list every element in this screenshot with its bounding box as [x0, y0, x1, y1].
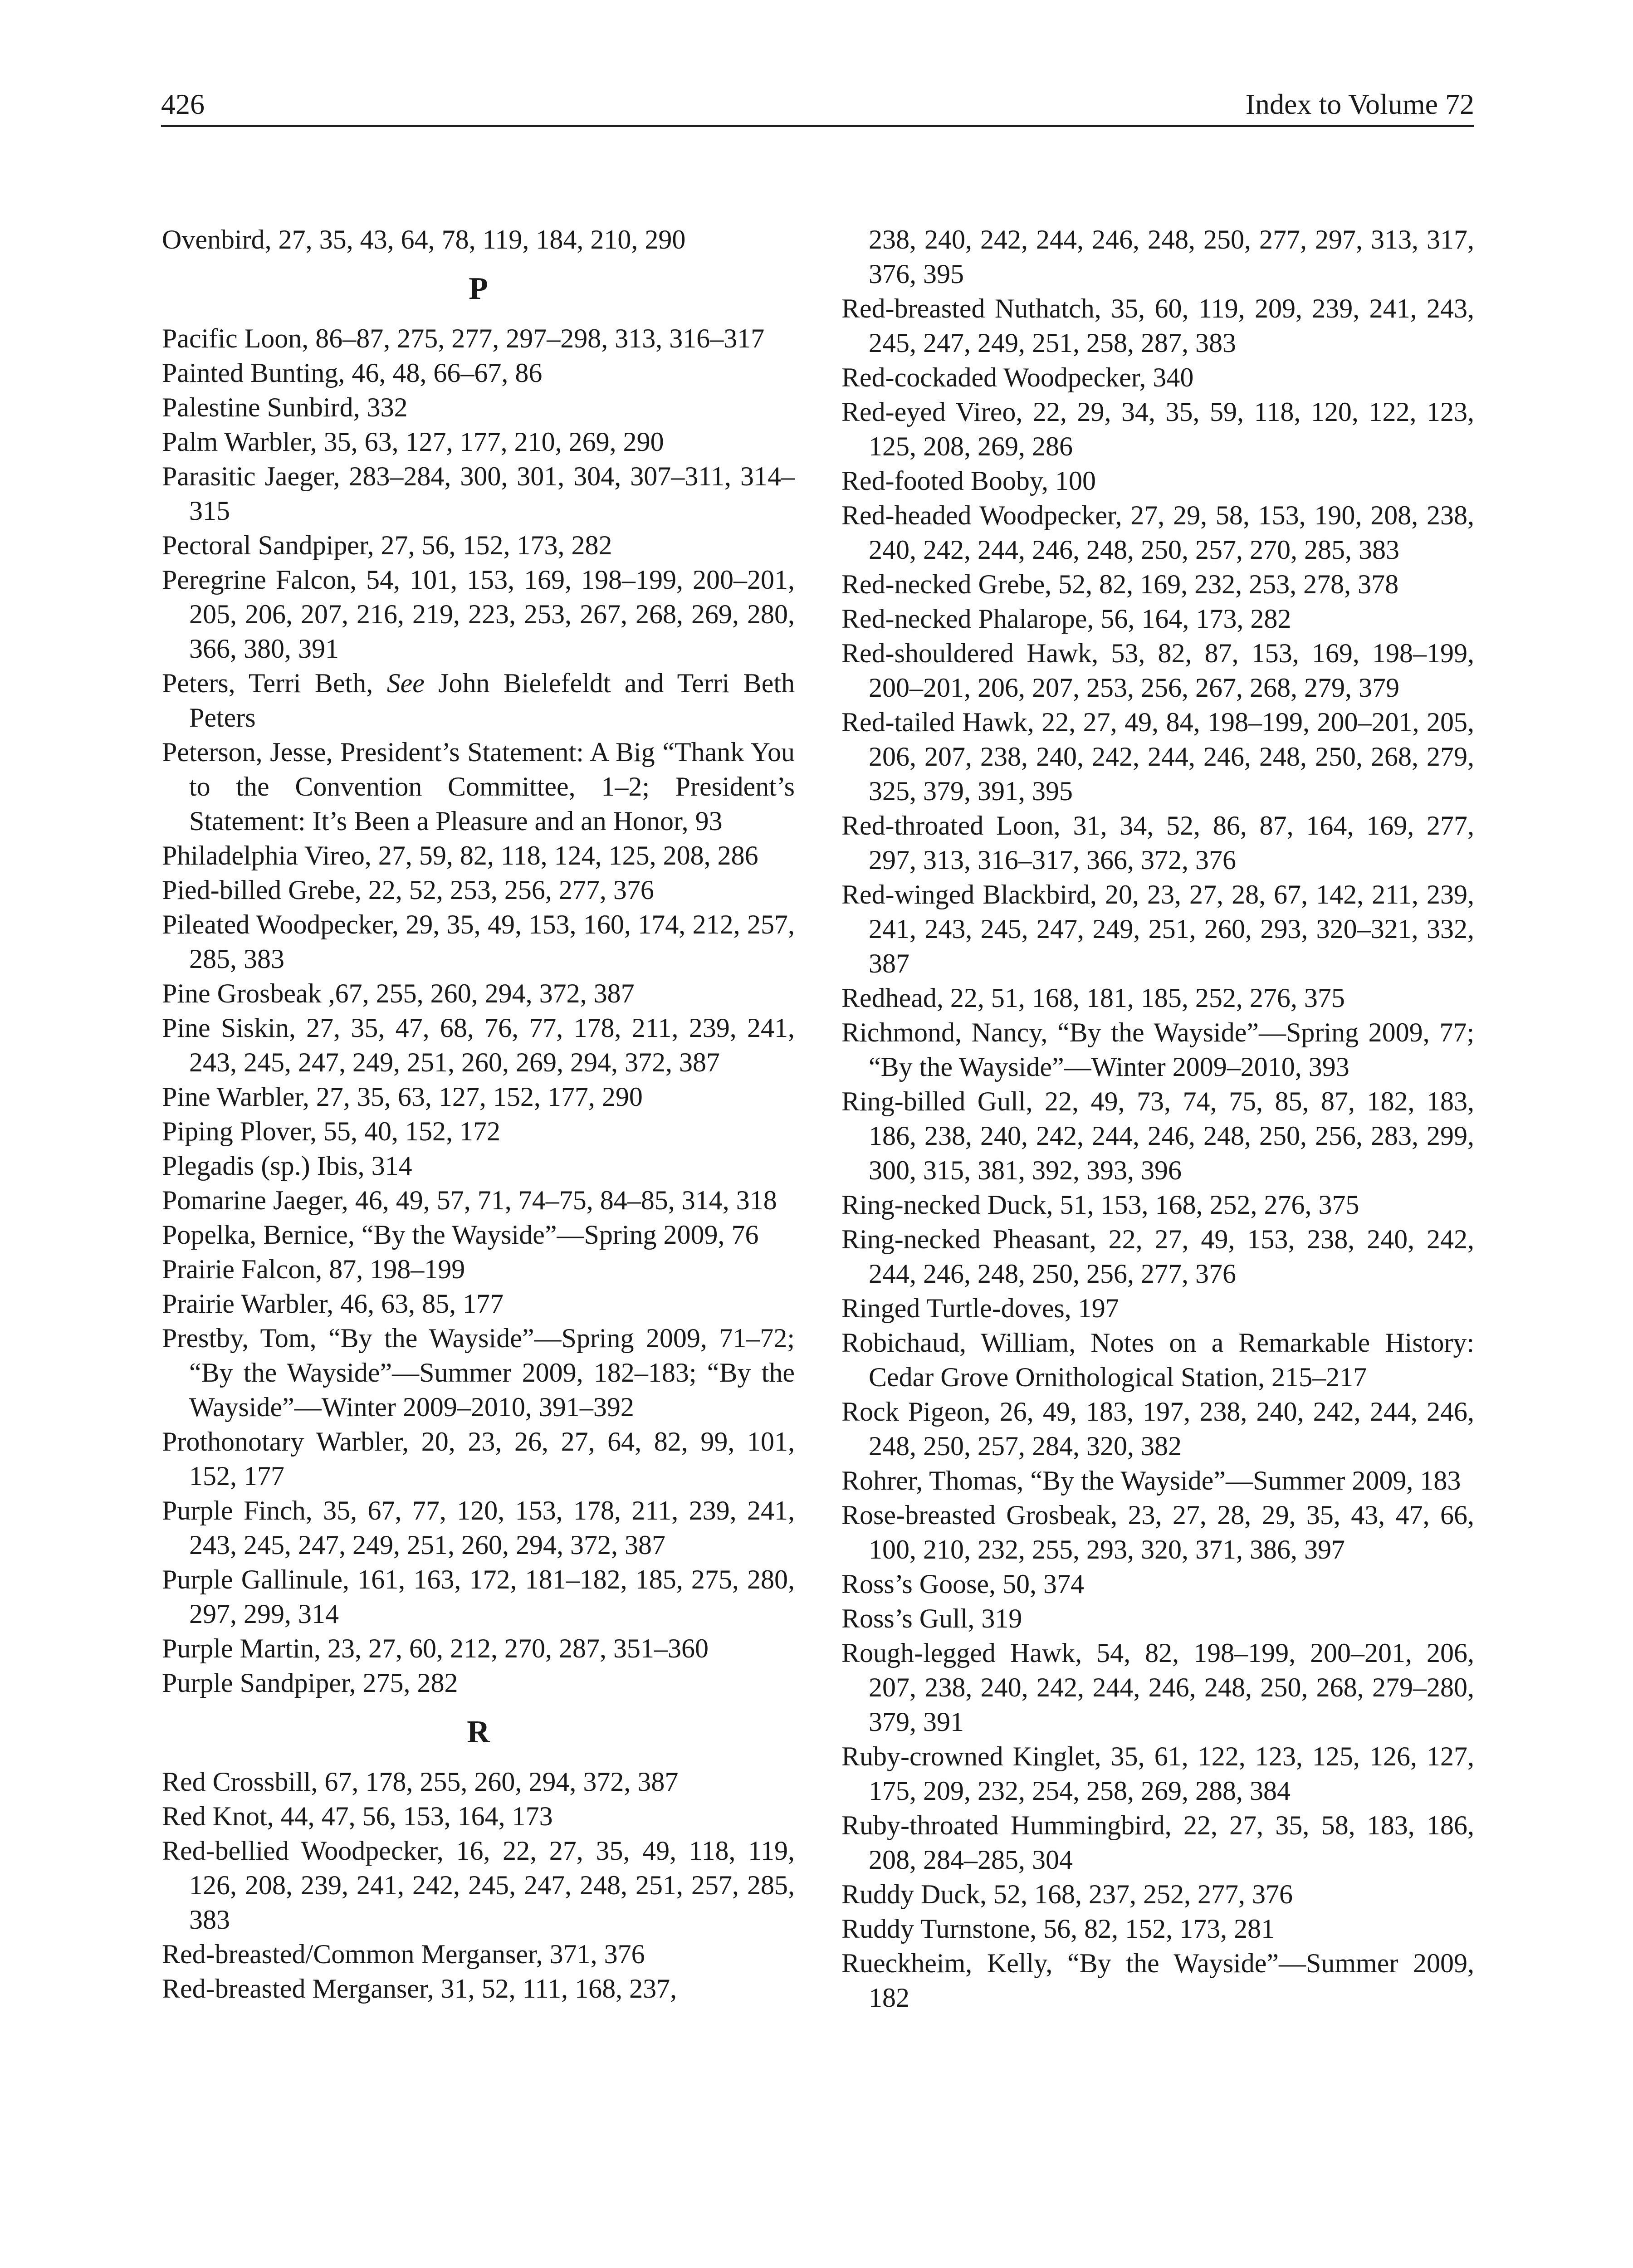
- index-entry: [841, 567, 1474, 601]
- entry-text: Palestine Sunbird, 332: [162, 392, 408, 422]
- index-entry: [162, 1080, 795, 1114]
- entry-text: Prestby, Tom, “By the Wayside”—Spring 2009, 71–72; “By the Wayside”—Summer 2009, 182–183; “By the Wayside”—Winter 2009–2010, 391–392: [162, 1323, 795, 1422]
- index-entry: [841, 1808, 1474, 1877]
- entry-text: Red-bellied Woodpecker, 16, 22, 27, 35, 49, 118, 119, 126, 208, 239, 241, 242, 245, 247, 248, 251, 257, 285, 383: [162, 1836, 795, 1935]
- entry-text: Prairie Falcon, 87, 198–199: [162, 1254, 465, 1284]
- entry-text: Ruby-crowned Kinglet, 35, 61, 122, 123, 125, 126, 127, 175, 209, 232, 254, 258, 269, 288, 384: [841, 1741, 1474, 1806]
- section-letter: R: [467, 1715, 490, 1750]
- index-entry: [841, 981, 1474, 1015]
- index-entry: [162, 1631, 795, 1666]
- index-entry: [841, 705, 1474, 808]
- entry-text: Pileated Woodpecker, 29, 35, 49, 153, 160, 174, 212, 257, 285, 383: [162, 909, 795, 974]
- entry-text: Plegadis (sp.) Ibis, 314: [162, 1151, 412, 1181]
- entry-text: Red-tailed Hawk, 22, 27, 49, 84, 198–199, 200–201, 205, 206, 207, 238, 240, 242, 244, 246, 248, 250, 268, 279, 325, 379, 391, 395: [841, 707, 1474, 806]
- index-entry: [841, 1877, 1474, 1911]
- entry-text: Peters, Terri Beth,: [162, 668, 387, 698]
- page-header: [161, 82, 1474, 127]
- entry-text-after: John Bielefeldt and Terri Beth Peters: [189, 668, 795, 733]
- index-entry: [162, 1424, 795, 1493]
- index-entry: [841, 1946, 1474, 2015]
- entry-text: Red Knot, 44, 47, 56, 153, 164, 173: [162, 1801, 553, 1831]
- entry-text: Red-necked Grebe, 52, 82, 169, 232, 253, 278, 378: [841, 569, 1399, 599]
- index-entry: [841, 1188, 1474, 1222]
- entry-text: Parasitic Jaeger, 283–284, 300, 301, 304, 307–311, 314–315: [162, 461, 795, 526]
- index-entry: [162, 1833, 795, 1937]
- entry-text: Red-breasted Nuthatch, 35, 60, 119, 209, 239, 241, 243, 245, 247, 249, 251, 258, 287, 383: [841, 293, 1474, 358]
- entry-text: Rueckheim, Kelly, “By the Wayside”—Summer 2009, 182: [841, 1948, 1474, 2013]
- index-entry: [162, 1937, 795, 1971]
- index-entry: [162, 873, 795, 907]
- entry-text: Red-cockaded Woodpecker, 340: [841, 362, 1194, 392]
- entry-see-ref: See: [386, 668, 425, 698]
- entry-text: Purple Finch, 35, 67, 77, 120, 153, 178, 211, 239, 241, 243, 245, 247, 249, 251, 260, 294, 372, 387: [162, 1496, 795, 1560]
- index-entry: [841, 1498, 1474, 1567]
- index-entry: [162, 1493, 795, 1562]
- index-entry: [162, 1114, 795, 1149]
- entry-text: Palm Warbler, 35, 63, 127, 177, 210, 269, 290: [162, 427, 664, 457]
- index-entry: [162, 838, 795, 873]
- entry-text: Prothonotary Warbler, 20, 23, 26, 27, 64, 82, 99, 101, 152, 177: [162, 1427, 795, 1491]
- entry-text: Ring-billed Gull, 22, 49, 73, 74, 75, 85, 87, 182, 183, 186, 238, 240, 242, 244, 246, 248, 250, 256, 283, 299, 300, 315, 381, 392, 393, 396: [841, 1086, 1474, 1185]
- entry-text: Pacific Loon, 86–87, 275, 277, 297–298, 313, 316–317: [162, 323, 765, 353]
- entry-text: Rose-breasted Grosbeak, 23, 27, 28, 29, 35, 43, 47, 66, 100, 210, 232, 255, 293, 320, 371, 386, 397: [841, 1500, 1474, 1564]
- index-entry: [841, 291, 1474, 360]
- entry-text: Ovenbird, 27, 35, 43, 64, 78, 119, 184, 210, 290: [162, 225, 686, 254]
- index-entry: [162, 1252, 795, 1286]
- index-entry: [841, 1567, 1474, 1601]
- index-entry: [841, 498, 1474, 567]
- entry-text: Pine Grosbeak ,67, 255, 260, 294, 372, 387: [162, 978, 635, 1008]
- entry-text: Purple Gallinule, 161, 163, 172, 181–182, 185, 275, 280, 297, 299, 314: [162, 1564, 795, 1629]
- index-entry: [162, 1666, 795, 1700]
- index-entry: [162, 735, 795, 838]
- entry-text: Redhead, 22, 51, 168, 181, 185, 252, 276, 375: [841, 983, 1345, 1013]
- index-entry: [162, 222, 795, 257]
- entry-text: Purple Sandpiper, 275, 282: [162, 1668, 458, 1698]
- index-entry: [162, 390, 795, 425]
- entry-text: Red-necked Phalarope, 56, 164, 173, 282: [841, 604, 1291, 634]
- entry-text: 238, 240, 242, 244, 246, 248, 250, 277, 297, 313, 317, 376, 395: [869, 225, 1474, 289]
- entry-text: Ruddy Duck, 52, 168, 237, 252, 277, 376: [841, 1879, 1293, 1909]
- index-entry: [841, 808, 1474, 877]
- index-column-left: [162, 222, 795, 2006]
- index-entry: [841, 1636, 1474, 1739]
- index-entry: [841, 1601, 1474, 1636]
- entry-text: Red Crossbill, 67, 178, 255, 260, 294, 372, 387: [162, 1767, 679, 1797]
- entry-text: Red-breasted/Common Merganser, 371, 376: [162, 1939, 645, 1969]
- index-entry: [162, 1799, 795, 1833]
- index-entry: [841, 1015, 1474, 1084]
- entry-text: Rock Pigeon, 26, 49, 183, 197, 238, 240, 242, 244, 246, 248, 250, 257, 284, 320, 382: [841, 1397, 1474, 1461]
- entry-text: Piping Plover, 55, 40, 152, 172: [162, 1116, 500, 1146]
- entry-text: Popelka, Bernice, “By the Wayside”—Spring 2009, 76: [162, 1220, 759, 1250]
- index-entry: [162, 1217, 795, 1252]
- entry-text: Red-headed Woodpecker, 27, 29, 58, 153, 190, 208, 238, 240, 242, 244, 246, 248, 250, 257, 270, 285, 383: [841, 500, 1474, 565]
- entry-text: Pied-billed Grebe, 22, 52, 253, 256, 277, 376: [162, 875, 654, 905]
- index-entry: [162, 425, 795, 459]
- entry-text: Pectoral Sandpiper, 27, 56, 152, 173, 282: [162, 530, 612, 560]
- index-entry: [162, 528, 795, 562]
- entry-text: Red-eyed Vireo, 22, 29, 34, 35, 59, 118, 120, 122, 123, 125, 208, 269, 286: [841, 397, 1474, 461]
- index-entry: [162, 1149, 795, 1183]
- entry-text: Ring-necked Pheasant, 22, 27, 49, 153, 238, 240, 242, 244, 246, 248, 250, 256, 277, 376: [841, 1224, 1474, 1289]
- index-column-right: [841, 222, 1474, 2015]
- index-entry: [841, 395, 1474, 464]
- entry-text: Prairie Warbler, 46, 63, 85, 177: [162, 1289, 504, 1319]
- entry-text: Ross’s Goose, 50, 374: [841, 1569, 1085, 1599]
- entry-text: Red-throated Loon, 31, 34, 52, 86, 87, 164, 169, 277, 297, 313, 316–317, 366, 372, 376: [841, 811, 1474, 875]
- index-entry-continued: [841, 222, 1474, 291]
- index-entry: [841, 1291, 1474, 1325]
- entry-text: Pine Warbler, 27, 35, 63, 127, 152, 177, 290: [162, 1082, 643, 1112]
- entry-text: Philadelphia Vireo, 27, 59, 82, 118, 124, 125, 208, 286: [162, 841, 758, 870]
- entry-text: Ringed Turtle-doves, 197: [841, 1293, 1119, 1323]
- index-entry: [162, 321, 795, 356]
- index-entry: [841, 1084, 1474, 1188]
- index-entry: [162, 907, 795, 976]
- entry-text: Red-shouldered Hawk, 53, 82, 87, 153, 169, 198–199, 200–201, 206, 207, 253, 256, 267, 268, 279, 379: [841, 638, 1474, 703]
- entry-text: Pine Siskin, 27, 35, 47, 68, 76, 77, 178, 211, 239, 241, 243, 245, 247, 249, 251, 260, 269, 294, 372, 387: [162, 1013, 795, 1077]
- index-entry: [841, 1911, 1474, 1946]
- index-entry: [841, 1222, 1474, 1291]
- entry-text: Ross’s Gull, 319: [841, 1603, 1022, 1633]
- index-entry: [162, 1011, 795, 1080]
- index-entry: [841, 1463, 1474, 1498]
- entry-text: Ruby-throated Hummingbird, 22, 27, 35, 58, 183, 186, 208, 284–285, 304: [841, 1810, 1474, 1875]
- entry-text: Rohrer, Thomas, “By the Wayside”—Summer 2009, 183: [841, 1466, 1461, 1496]
- entry-text: Richmond, Nancy, “By the Wayside”—Spring 2009, 77; “By the Wayside”—Winter 2009–2010, 393: [841, 1017, 1474, 1082]
- index-entry: [162, 1321, 795, 1424]
- entry-text: Red-footed Booby, 100: [841, 466, 1096, 496]
- running-title: Index to Volume 72: [1245, 88, 1474, 120]
- index-entry: [162, 1765, 795, 1799]
- entry-text: Ruddy Turnstone, 56, 82, 152, 173, 281: [841, 1914, 1275, 1944]
- index-entry: [841, 636, 1474, 705]
- page-number: 426: [161, 88, 205, 120]
- entry-text: Pomarine Jaeger, 46, 49, 57, 71, 74–75, 84–85, 314, 318: [162, 1185, 777, 1215]
- entry-text: Peterson, Jesse, President’s Statement: A Big “Thank You to the Convention Committee, 1–2; President’s Statement: It’s Been a Pleasure and an Honor, 93: [162, 737, 795, 836]
- index-entry: [162, 356, 795, 390]
- index-entry: [841, 1325, 1474, 1394]
- index-entry: [841, 360, 1474, 395]
- index-entry: [841, 464, 1474, 498]
- index-entry: [162, 1286, 795, 1321]
- entry-text: Robichaud, William, Notes on a Remarkable History: Cedar Grove Ornithological Station, 215–217: [841, 1328, 1474, 1392]
- index-entry: [162, 459, 795, 528]
- entry-text: Painted Bunting, 46, 48, 66–67, 86: [162, 358, 543, 388]
- entry-text: Peregrine Falcon, 54, 101, 153, 169, 198–199, 200–201, 205, 206, 207, 216, 219, 223, 253, 267, 268, 269, 280, 366, 380, 391: [162, 565, 795, 664]
- index-entry: [841, 877, 1474, 981]
- section-letter: P: [469, 271, 488, 306]
- entry-text: Ring-necked Duck, 51, 153, 168, 252, 276, 375: [841, 1190, 1359, 1220]
- entry-text: Purple Martin, 23, 27, 60, 212, 270, 287, 351–360: [162, 1633, 709, 1663]
- index-entry: [841, 1394, 1474, 1463]
- index-entry: [162, 666, 795, 735]
- index-entry: [162, 1183, 795, 1217]
- entry-text: Rough-legged Hawk, 54, 82, 198–199, 200–201, 206, 207, 238, 240, 242, 244, 246, 248, 250, 268, 279–280, 379, 391: [841, 1638, 1474, 1737]
- entry-text: Red-breasted Merganser, 31, 52, 111, 168, 237,: [162, 1974, 677, 2004]
- index-entry: [841, 601, 1474, 636]
- index-entry: [841, 1739, 1474, 1808]
- index-entry: [162, 1971, 795, 2006]
- index-entry: [162, 562, 795, 666]
- index-entry: [162, 1562, 795, 1631]
- index-entry: [162, 976, 795, 1011]
- entry-text: Red-winged Blackbird, 20, 23, 27, 28, 67, 142, 211, 239, 241, 243, 245, 247, 249, 251, 260, 293, 320–321, 332, 387: [841, 880, 1474, 978]
